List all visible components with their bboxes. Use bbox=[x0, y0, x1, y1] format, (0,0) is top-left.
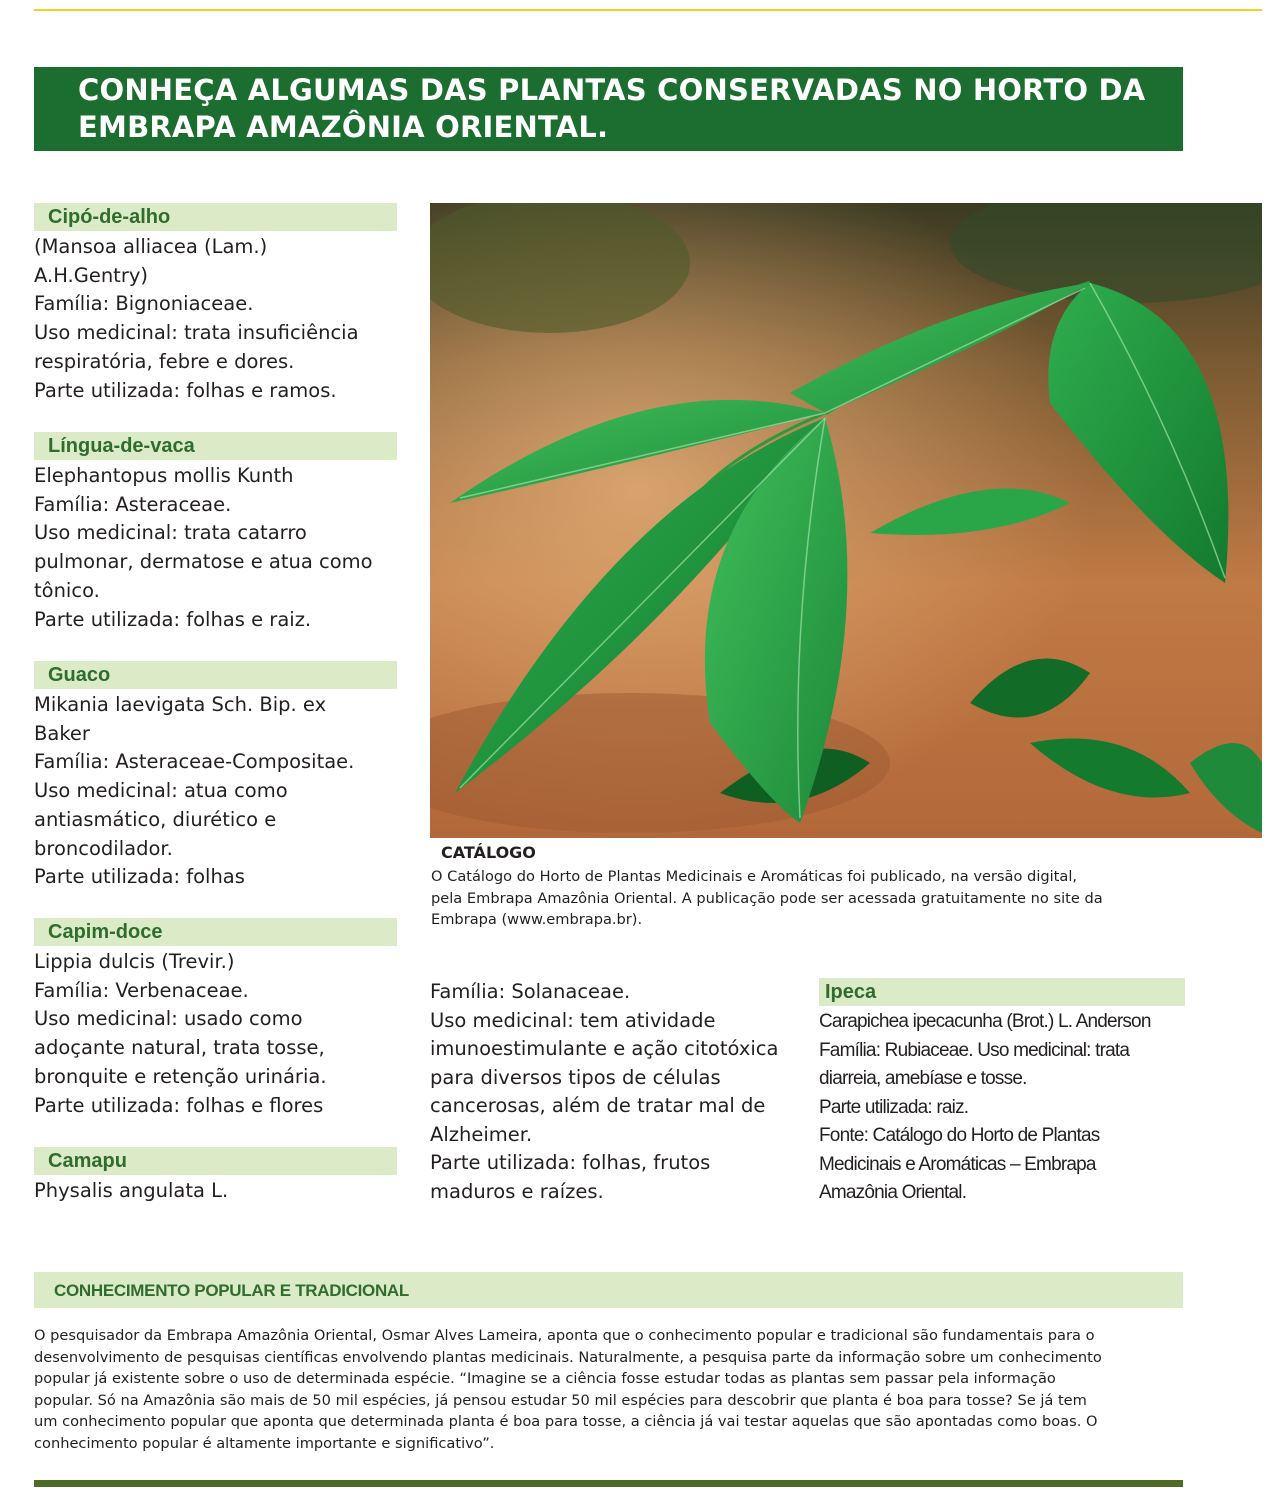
page-title-banner bbox=[34, 67, 1183, 151]
plant-line: Uso medicinal: atua como bbox=[34, 779, 288, 803]
plant-line: imunoestimulante e ação citotóxica bbox=[430, 1037, 779, 1060]
section-heading: CONHECIMENTO POPULAR E TRADICIONAL bbox=[34, 1272, 1183, 1308]
section-line: O pesquisador da Embrapa Amazônia Oriental, Osmar Alves Lameira, aponta que o conhecimento popular e tradicional são fundamentais para o bbox=[34, 1327, 1095, 1344]
plant-line: Família: Asteraceae. bbox=[34, 492, 232, 516]
plant-line: Elephantopus mollis Kunth bbox=[34, 464, 294, 487]
plant-line: Physalis angulata L. bbox=[34, 1179, 229, 1202]
section-line: conhecimento popular é altamente importante e significativo”. bbox=[34, 1434, 495, 1452]
plant-line: adoçante natural, trata tosse, bbox=[34, 1036, 325, 1060]
caption-line: O Catálogo do Horto de Plantas Medicinais e Aromáticas foi publicado, na versão digital, bbox=[431, 868, 1078, 885]
plant-line: Uso medicinal: trata insuficiência bbox=[34, 321, 359, 345]
bottom-rule bbox=[34, 1480, 1183, 1487]
plant-entry-lingua-de-vaca bbox=[34, 432, 397, 634]
plant-line: maduros e raízes. bbox=[430, 1179, 604, 1203]
plant-name: Camapu bbox=[34, 1147, 397, 1175]
plant-line: respiratória, febre e dores. bbox=[34, 349, 295, 373]
plant-line: Parte utilizada: folhas e ramos. bbox=[34, 378, 337, 402]
plant-line: Uso medicinal: tem atividade bbox=[430, 1008, 716, 1032]
plant-line: Medicinais e Aromáticas – Embrapa bbox=[819, 1153, 1096, 1175]
plant-line: Uso medicinal: trata catarro bbox=[34, 521, 307, 545]
plant-entry-camapu bbox=[34, 1147, 397, 1206]
banner-line-2: EMBRAPA AMAZÔNIA ORIENTAL. bbox=[78, 110, 609, 144]
top-rule bbox=[34, 9, 1262, 11]
caption-line: pela Embrapa Amazônia Oriental. A publicação pode ser acessada gratuitamente no site da bbox=[431, 889, 1103, 907]
plant-line: A.H.Gentry) bbox=[34, 263, 148, 287]
banner-line-1: CONHEÇA ALGUMAS DAS PLANTAS CONSERVADAS NO HORTO DA bbox=[78, 73, 1146, 107]
plant-line: para diversos tipos de células bbox=[430, 1065, 721, 1089]
plant-line: Parte utilizada: folhas, frutos bbox=[430, 1151, 711, 1174]
caption-line: Embrapa (www.embrapa.br). bbox=[431, 911, 643, 928]
photo-caption bbox=[431, 866, 1191, 931]
plant-name: Ipeca bbox=[819, 978, 1185, 1006]
plant-line: Família: Verbenaceae. bbox=[34, 978, 249, 1002]
section-line: um conhecimento popular que aponta que determinada planta é boa para tosse, a ciência já vai testar aquelas que são apontadas como boas. O bbox=[34, 1413, 1098, 1430]
section-body bbox=[34, 1325, 1184, 1454]
plant-line: Lippia dulcis (Trevir.) bbox=[34, 950, 235, 973]
plant-line: Família: Bignoniaceae. bbox=[34, 292, 254, 316]
plant-line: Parte utilizada: raiz. bbox=[819, 1096, 969, 1118]
plant-entry-ipeca bbox=[819, 978, 1185, 1208]
plant-line: cancerosas, além de tratar mal de bbox=[430, 1094, 766, 1117]
plant-line: Alzheimer. bbox=[430, 1122, 533, 1146]
plant-line: Parte utilizada: folhas bbox=[34, 865, 245, 889]
plant-name: Língua-de-vaca bbox=[34, 432, 397, 460]
plant-name: Guaco bbox=[34, 661, 397, 689]
leaf-illustration bbox=[430, 203, 1262, 838]
plant-name: Cipó-de-alho bbox=[34, 203, 397, 231]
plant-entry-guaco bbox=[34, 661, 397, 892]
plant-photo bbox=[430, 203, 1262, 838]
plant-line: Baker bbox=[34, 721, 90, 745]
plant-line: Carapichea ipecacunha (Brot.) L. Anderson bbox=[819, 1011, 1151, 1032]
plant-line: (Mansoa alliacea (Lam.) bbox=[34, 235, 268, 258]
plant-line: diarreia, amebíase e tosse. bbox=[819, 1068, 1027, 1089]
plant-line: pulmonar, dermatose e atua como bbox=[34, 550, 373, 574]
section-line: popular já existente sobre o uso de determinada espécie. “Imagine se a ciência fosse estudar todas as plantas sem passar pela informação bbox=[34, 1370, 1056, 1387]
plant-line: broncodilador. bbox=[34, 836, 173, 860]
photo-caption-title: CATÁLOGO bbox=[441, 843, 536, 862]
plant-line: antiasmático, diurético e bbox=[34, 807, 277, 831]
section-line: desenvolvimento de pesquisas científicas envolvendo plantas medicinais. Naturalmente, a pesquisa parte da informação sobre um conhecimento bbox=[34, 1348, 1102, 1366]
plant-line: Família: Solanaceae. bbox=[430, 980, 631, 1003]
plant-entry-camapu-continued bbox=[430, 978, 810, 1206]
plant-line: Uso medicinal: usado como bbox=[34, 1007, 303, 1031]
plant-line: Fonte: Catálogo do Horto de Plantas bbox=[819, 1125, 1100, 1146]
plant-line: Parte utilizada: folhas e raiz. bbox=[34, 607, 312, 631]
plant-line: Mikania laevigata Sch. Bip. ex bbox=[34, 693, 327, 716]
plant-line: Parte utilizada: folhas e flores bbox=[34, 1093, 324, 1117]
plant-line: Família: Asteraceae-Compositae. bbox=[34, 750, 355, 774]
plant-line: tônico. bbox=[34, 578, 100, 602]
section-line: popular. Só na Amazônia são mais de 50 mil espécies, já pensou estudar 50 mil espécies para descobrir que planta é boa para tosse? Se já tem bbox=[34, 1391, 1087, 1409]
plant-name: Capim-doce bbox=[34, 918, 397, 946]
plant-entry-capim-doce bbox=[34, 918, 397, 1120]
plant-line: Amazônia Oriental. bbox=[819, 1182, 967, 1203]
plant-entry-cipo-de-alho bbox=[34, 203, 397, 405]
plant-line: Família: Rubiaceae. Uso medicinal: trata bbox=[819, 1039, 1130, 1061]
plant-line: bronquite e retenção urinária. bbox=[34, 1064, 327, 1088]
